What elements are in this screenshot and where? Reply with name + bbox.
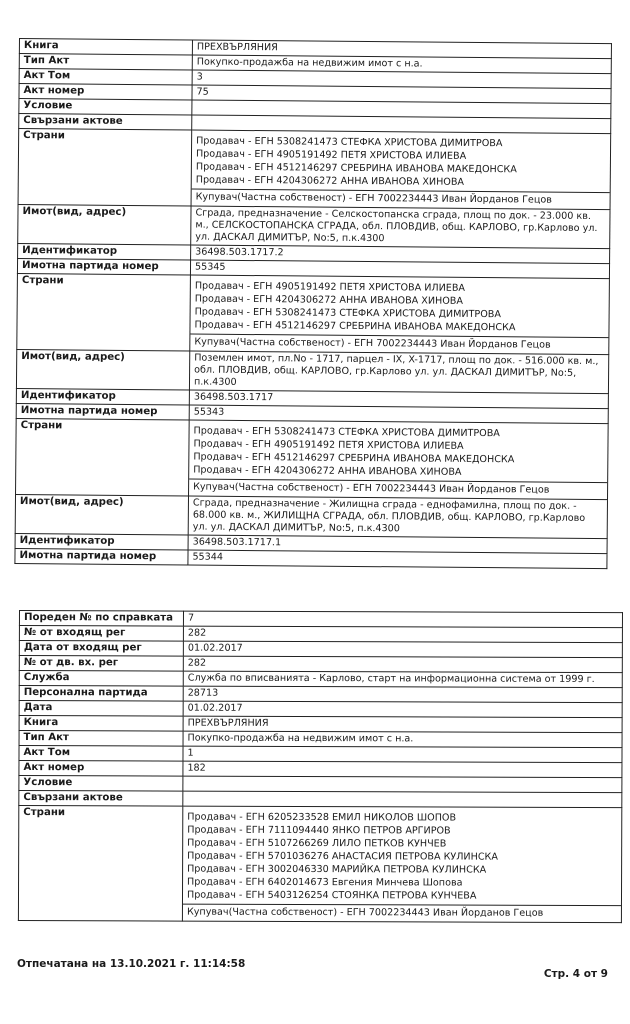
property-row	[18, 204, 610, 248]
seller-entry: Продавач - ЕГН 5403126254 СТОЯНКА ПЕТРОВА КУНЧЕВА	[186, 889, 477, 902]
buyer-entry: Купувач(Частна собственост) - ЕГН 7002234443 Иван Йорданов Гецов	[192, 189, 610, 210]
field-label: Дата от входящ рег	[19, 641, 183, 657]
parties-cell	[191, 130, 611, 210]
field-label: Акт номер	[19, 84, 192, 101]
buyer-entry: Купувач(Частна собственост) - ЕГН 7002234443 Иван Йорданов Гецов	[189, 479, 607, 500]
identifier-value: 36498.503.1717	[189, 390, 608, 409]
field-label: Условие	[19, 776, 183, 792]
batch-value: 55343	[189, 405, 608, 424]
field-value: 182	[183, 761, 622, 778]
field-value	[183, 791, 622, 808]
field-value: Покупко-продажба на недвижим имот с н.а.	[192, 55, 611, 74]
record-table-2	[18, 610, 623, 923]
field-value: 1	[183, 746, 622, 763]
seller-entry: Продавач - ЕГН 5308241473 СТЕФКА ХРИСТОВА ДИМИТРОВА	[193, 425, 500, 440]
batch-label: Имотна партида номер	[16, 403, 189, 420]
field-label: Пореден № по справката	[19, 611, 183, 627]
identifier-label: Идентификатор	[18, 243, 191, 260]
batch-value: 55344	[188, 550, 607, 569]
seller-entry: Продавач - ЕГН 4905191492 ПЕТЯ ХРИСТОВА ИЛИЕВА	[194, 280, 466, 294]
field-label: Тип Акт	[19, 54, 192, 71]
property-row	[15, 494, 607, 538]
seller-entry: Продавач - ЕГН 6402014673 Евгения Минчева Шопова	[187, 876, 463, 889]
seller-entry: Продавач - ЕГН 4512146297 СРЕБРИНА ИВАНОВА МАКЕДОНСКА	[195, 161, 517, 176]
buyer-entry: Купувач(Частна собственост) - ЕГН 7002234443 Иван Йорданов Гецов	[183, 904, 621, 923]
seller-entry: Продавач - ЕГН 5107266269 ЛИЛО ПЕТКОВ КУНЧЕВ	[187, 837, 447, 850]
field-value: Покупко-продажба на недвижим имот с н.а.	[183, 731, 622, 748]
identifier-label: Идентификатор	[15, 533, 188, 550]
seller-entry: Продавач - ЕГН 5308241473 СТЕФКА ХРИСТОВА ДИМИТРОВА	[196, 135, 503, 150]
parties-row	[18, 806, 621, 923]
field-label: Дата	[19, 701, 183, 717]
field-value: Служба по вписванията - Карлово, старт на информационна система от 1999 г.	[183, 671, 622, 688]
field-label: № от входящ рег	[19, 626, 183, 642]
field-label: Акт номер	[19, 761, 183, 777]
field-label: Свързани актове	[19, 114, 192, 131]
parties-cell	[189, 420, 609, 500]
field-value: 01.02.2017	[183, 641, 622, 658]
seller-entry: Продавач - ЕГН 4204306272 АННА ИВАНОВА ХИНОВА	[195, 174, 465, 188]
seller-entry: Продавач - ЕГН 4905191492 ПЕТЯ ХРИСТОВА ИЛИЕВА	[195, 148, 467, 162]
parties-cell	[182, 806, 621, 923]
field-label: Условие	[19, 99, 192, 116]
identifier-value: 36498.503.1717.2	[191, 245, 610, 264]
seller-entry: Продавач - ЕГН 7111094440 ЯНКО ПЕТРОВ АРГИРОВ	[187, 824, 451, 837]
seller-entry: Продавач - ЕГН 4905191492 ПЕТЯ ХРИСТОВА ИЛИЕВА	[193, 438, 464, 452]
record-table-1	[14, 38, 612, 569]
field-label: Акт Том	[19, 746, 183, 762]
property-label: Имот(вид, адрес)	[15, 494, 188, 535]
property-label: Имот(вид, адрес)	[16, 349, 189, 390]
field-label: Персонална партида	[19, 686, 183, 702]
property-label: Имот(вид, адрес)	[18, 204, 191, 245]
sellers-list	[192, 131, 610, 193]
field-value: ПРЕХВЪРЛЯНИЯ	[183, 716, 622, 733]
seller-entry: Продавач - ЕГН 4512146297 СРЕБРИНА ИВАНОВА МАКЕДОНСКА	[194, 319, 516, 334]
field-value: 01.02.2017	[183, 701, 622, 718]
parties-cell	[190, 275, 610, 355]
field-value: ПРЕХВЪРЛЯНИЯ	[192, 40, 611, 59]
sellers-list	[190, 276, 608, 338]
seller-entry: Продавач - ЕГН 4204306272 АННА ИВАНОВА ХИНОВА	[193, 464, 462, 478]
property-description: Сграда, предназначение - Селскостопанска сграда, площ по док. - 23.000 кв. м., СЕЛСКОСТОПАНСКА СГРАДА, обл. ПЛОВДИВ, общ. КАРЛОВО, гр.Карлово ул. ул. ДАСКАЛ ДИМИТЪР, No:5, п.к.4300	[191, 206, 610, 249]
field-value: 282	[183, 626, 622, 643]
field-label: Книга	[19, 39, 192, 56]
sellers-list	[183, 807, 621, 906]
identifier-label: Идентификатор	[16, 388, 189, 405]
field-label: Тип Акт	[19, 731, 183, 747]
field-value: 75	[192, 85, 611, 104]
field-value	[183, 776, 622, 793]
sellers-list	[189, 421, 607, 483]
parties-row	[17, 273, 610, 354]
property-description: Поземлен имот, пл.No - 1717, парцел - IX, X-1717, площ по док. - 516.000 кв. м., обл. ПЛОВДИВ, общ. КАРЛОВО, гр.Карлово ул. ул. ДАСКАЛ ДИМИТЪР, No:5, п.к.4300	[189, 351, 608, 394]
field-label: Свързани актове	[19, 791, 183, 807]
parties-row	[18, 129, 611, 210]
batch-label: Имотна партида номер	[17, 258, 190, 275]
field-label: Служба	[19, 671, 183, 687]
seller-entry: Продавач - ЕГН 6205233528 ЕМИЛ НИКОЛОВ ШОПОВ	[187, 811, 457, 824]
batch-value: 55345	[190, 260, 609, 279]
identifier-value: 36498.503.1717.1	[188, 535, 607, 554]
parties-row	[16, 418, 609, 499]
property-description: Сграда, предназначение - Жилищна сграда - еднофамилна, площ по док. - 68.000 кв. м., ЖИЛИЩНА СГРАДА, обл. ПЛОВДИВ, общ. КАРЛОВО, гр.Карлово ул. ул. ДАСКАЛ ДИМИТЪР, No:5, п.к.4300	[188, 496, 607, 539]
parties-label: Страни	[16, 418, 190, 496]
seller-entry: Продавач - ЕГН 3002046330 МАРИЙКА ПЕТРОВА КУЛИНСКА	[187, 863, 487, 876]
field-value: 7	[183, 611, 622, 628]
printed-timestamp: Отпечатана на 13.10.2021 г. 11:14:58	[17, 958, 246, 970]
parties-label: Страни	[18, 806, 182, 922]
seller-entry: Продавач - ЕГН 4204306272 АННА ИВАНОВА ХИНОВА	[194, 293, 464, 307]
field-label: № от дв. вх. рег	[19, 656, 183, 672]
field-value: 3	[192, 70, 611, 89]
parties-label: Страни	[18, 129, 192, 207]
field-value: 28713	[183, 686, 622, 703]
seller-entry: Продавач - ЕГН 5701036276 АНАСТАСИЯ ПЕТРОВА КУЛИНСКА	[187, 850, 498, 863]
seller-entry: Продавач - ЕГН 4512146297 СРЕБРИНА ИВАНОВА МАКЕДОНСКА	[193, 451, 515, 466]
field-value: 282	[183, 656, 622, 673]
page-number: Стр. 4 от 9	[543, 968, 608, 980]
parties-label: Страни	[17, 273, 191, 351]
field-label: Акт Том	[19, 69, 192, 86]
property-row	[16, 349, 608, 393]
buyer-entry: Купувач(Частна собственост) - ЕГН 7002234443 Иван Йорданов Гецов	[190, 334, 608, 355]
field-label: Книга	[19, 716, 183, 732]
batch-label: Имотна партида номер	[15, 548, 188, 565]
seller-entry: Продавач - ЕГН 5308241473 СТЕФКА ХРИСТОВА ДИМИТРОВА	[194, 306, 501, 321]
